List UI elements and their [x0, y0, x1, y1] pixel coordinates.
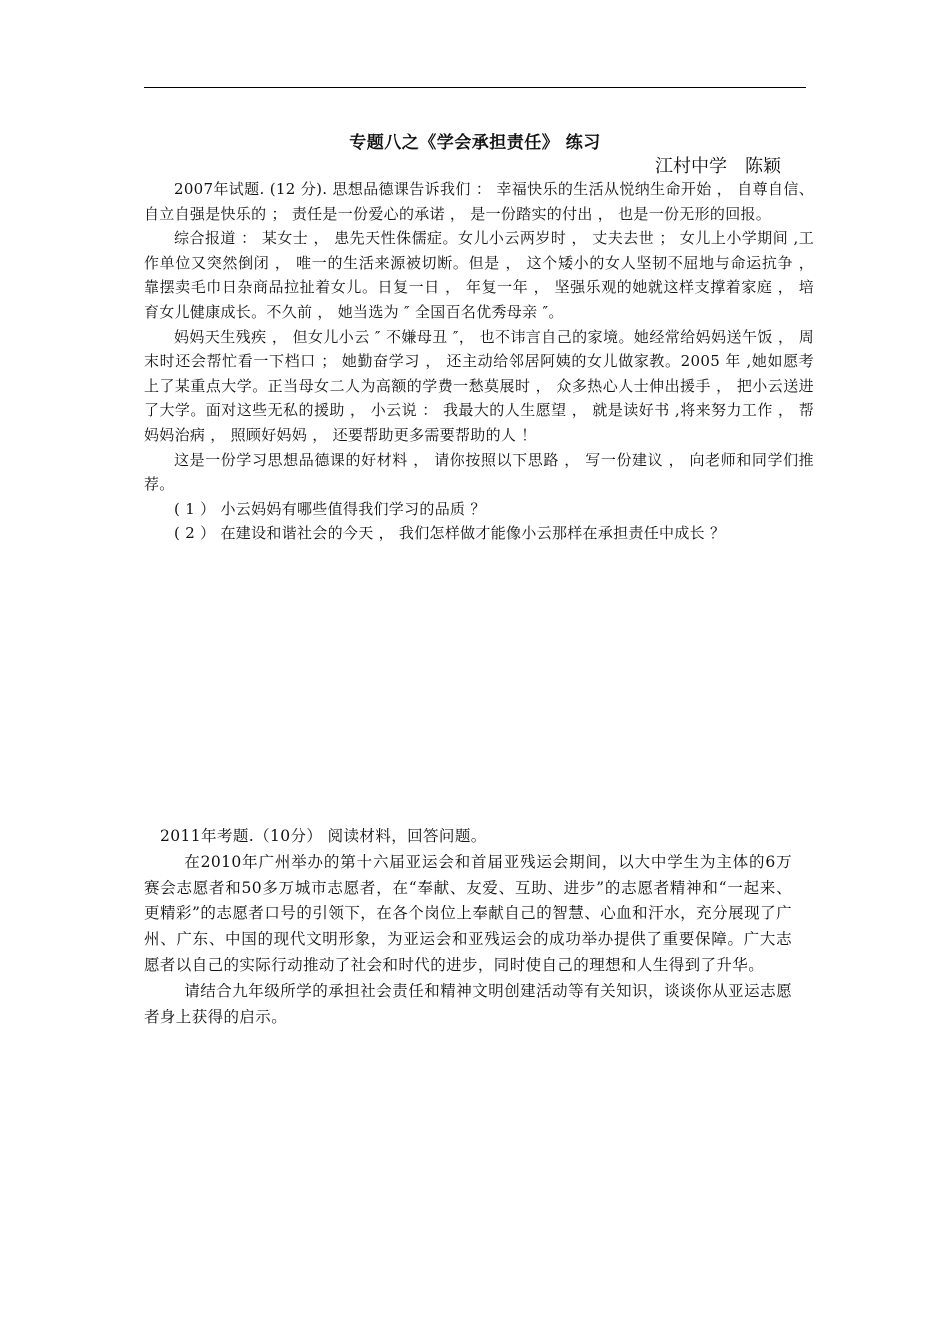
exam-2011-section [144, 824, 792, 1030]
question-2: ( 2 ） 在建设和谐社会的今天 ， 我们怎样做才能像小云那样在承担责任中成长 ？ [174, 524, 726, 543]
section-heading: 2011年考题.（10分） 阅读材料，回答问题。 [160, 827, 487, 845]
paragraph-prompt: 请结合九年级所学的承担社会责任和精神文明创建活动等有关知识，谈谈你从亚运志愿者身上获得的启示。 [144, 981, 792, 1026]
paragraph-task: 这是一份学习思想品德课的好材料 ， 请你按照以下思路 ， 写一份建议 ， 向老师和同学们推荐。 [144, 450, 814, 494]
section-body [144, 850, 792, 1031]
paragraph-volunteers: 在2010年广州举办的第十六届亚运会和首届亚残运会期间，以大中学生为主体的6万赛会志愿者和50多万城市志愿者，在“奉献、友爱、互助、进步”的志愿者精神和“一起来、更精彩”的志愿者口号的引领下，在各个岗位上奉献自己的智慧、心血和汗水，充分展现了广州、广东、中国的现代文明形象，为亚运会和亚残运会的成功举办提供了重要保障。广大志愿者以自己的实际行动推动了社会和时代的进步，同时使自己的理想和人生得到了升华。 [144, 852, 792, 974]
paragraph-report: 综合报道 ： 某女士 ， 患先天性侏儒症。女儿小云两岁时 ， 丈夫去世 ； 女儿上小学期间 ,工作单位又突然倒闭 ， 唯一的生活来源被切断。但是 ， 这个矮小的女人坚韧不屈地与命运抗争 ， 靠摆卖毛巾日杂商品拉扯着女儿。日复一日 ， 年复一年 ， 坚强乐观的她就这样支撑着家庭 ， 培育女儿健康成长。不久前 ， 她当选为 ″ 全国百名优秀母亲 ″。 [144, 229, 814, 321]
exam-2007-section [144, 177, 814, 546]
question-1: ( 1 ） 小云妈妈有哪些值得我们学习的品质 ？ [174, 499, 486, 518]
header-rule [144, 87, 806, 88]
paragraph-intro: 2007年试题. (12 分). 思想品德课告诉我们 ： 幸福快乐的生活从悦纳生命开始 ， 自尊自信、自立自强是快乐的 ； 责任是一份爱心的承诺 ， 是一份踏实的付出 ， 也是一份无形的回报。 [144, 180, 814, 223]
paragraph-daughter: 妈妈天生残疾 ， 但女儿小云 ″ 不嫌母丑 ″， 也不讳言自己的家境。她经常给妈妈送午饭 ， 周末时还会帮忙看一下档口 ； 她勤奋学习 ， 还主动给邻居阿姨的女儿做家教。2005 年 ,她如愿考上了某重点大学。正当母女二人为高额的学费一愁莫展时 ， 众多热心人士伸出援手 ， 把小云送进了大学。面对这些无私的援助 ， 小云说 ： 我最大的人生愿望 ， 就是读好书 ,将来努力工作 ， 帮妈妈治病 ， 照顾好妈妈 ， 还要帮助更多需要帮助的人 ！ [144, 327, 814, 444]
page-title: 专题八之《学会承担责任》 练习 [349, 133, 601, 153]
author-line: 江村中学 陈颖 [655, 156, 781, 177]
